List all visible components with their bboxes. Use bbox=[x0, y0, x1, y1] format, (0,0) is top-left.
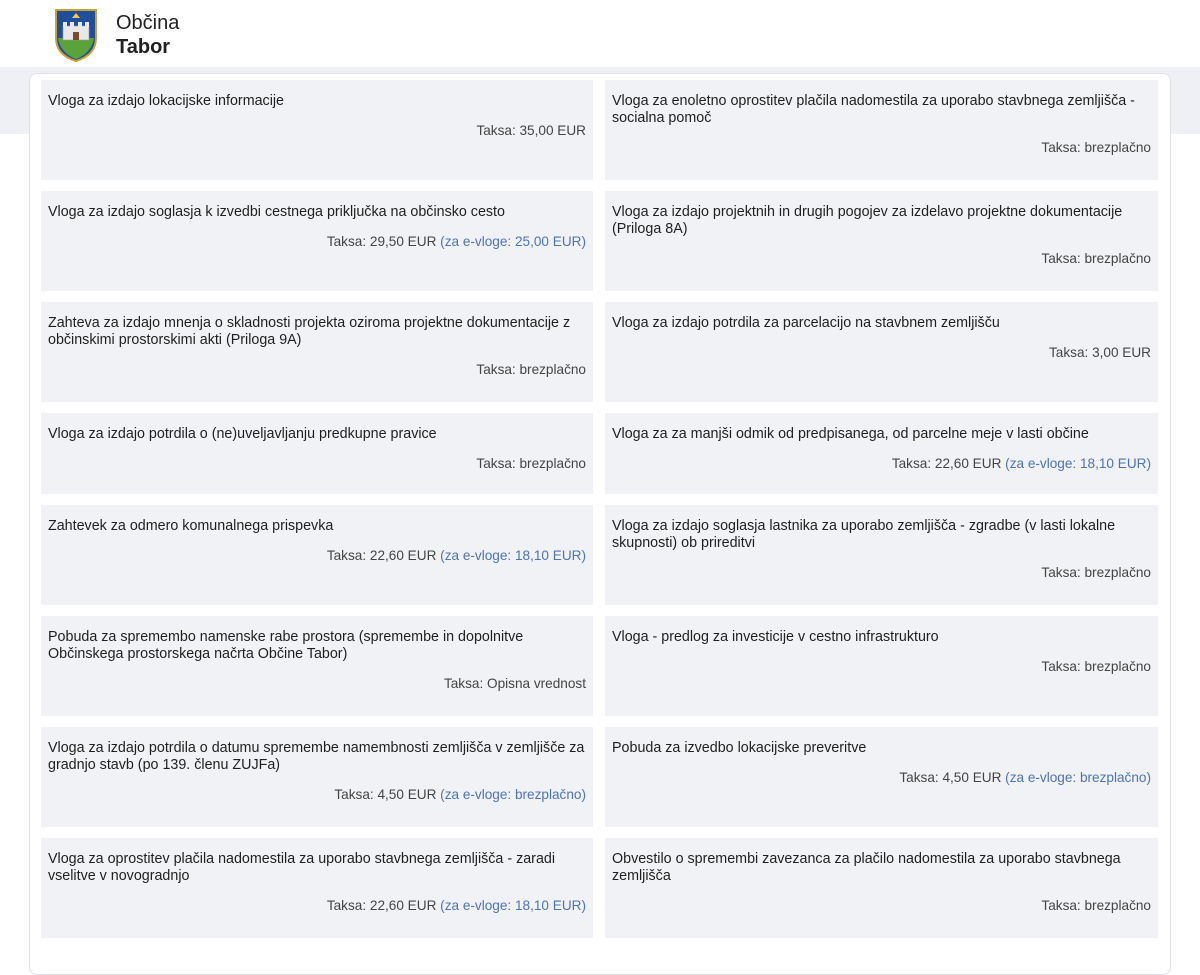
form-title: Vloga za izdajo soglasja k izvedbi cestnega priključka na občinsko cesto bbox=[48, 204, 505, 220]
fee-value: Taksa: 22,60 EUR bbox=[326, 898, 437, 913]
fee-value: Taksa: 29,50 EUR bbox=[326, 234, 437, 249]
form-fee bbox=[48, 123, 586, 138]
form-fee bbox=[612, 456, 1151, 471]
form-card[interactable] bbox=[605, 616, 1158, 716]
fee-value: Taksa: brezplačno bbox=[476, 362, 586, 377]
fee-value: Taksa: brezplačno bbox=[476, 456, 586, 471]
form-fee bbox=[48, 548, 586, 563]
form-card[interactable] bbox=[41, 727, 593, 827]
form-title: Vloga - predlog za investicije v cestno infrastrukturo bbox=[612, 629, 939, 645]
form-fee bbox=[612, 140, 1151, 155]
form-card[interactable] bbox=[605, 838, 1158, 938]
fee-value: Taksa: brezplačno bbox=[1041, 659, 1151, 674]
e-vloge-fee: (za e-vloge: brezplačno) bbox=[440, 787, 586, 802]
form-card[interactable] bbox=[605, 191, 1158, 291]
fee-value: Taksa: brezplačno bbox=[1041, 140, 1151, 155]
form-title: Pobuda za izvedbo lokacijske preveritve bbox=[612, 740, 867, 756]
form-card[interactable] bbox=[605, 505, 1158, 605]
form-card[interactable] bbox=[41, 616, 593, 716]
form-title: Zahteva za izdajo mnenja o skladnosti projekta oziroma projektne dokumentacije z občinskimi prostorskimi akti (Priloga 9A) bbox=[48, 315, 571, 348]
e-vloge-fee: (za e-vloge: 18,10 EUR) bbox=[1005, 456, 1151, 471]
form-card[interactable] bbox=[41, 302, 593, 402]
form-title: Vloga za izdajo lokacijske informacije bbox=[48, 93, 285, 109]
form-fee bbox=[612, 659, 1151, 674]
fee-value: Taksa: brezplačno bbox=[1041, 251, 1151, 266]
form-card[interactable] bbox=[605, 413, 1158, 494]
e-vloge-fee: (za e-vloge: brezplačno) bbox=[1005, 770, 1151, 785]
form-title: Vloga za oprostitev plačila nadomestila za uporabo stavbnega zemljišča - zaradi vselitve v novogradnjo bbox=[48, 851, 556, 884]
fee-value: Taksa: 4,50 EUR bbox=[334, 787, 437, 802]
form-fee bbox=[612, 898, 1151, 913]
municipality-brand[interactable] bbox=[116, 11, 179, 59]
site-header bbox=[0, 0, 1200, 67]
brand-line-2: Tabor bbox=[116, 36, 171, 58]
brand-line-1: Občina bbox=[116, 12, 180, 34]
form-card[interactable] bbox=[41, 191, 593, 291]
form-title: Pobuda za spremembo namenske rabe prostora (spremembe in dopolnitve Občinskega prostorskega načrta Občine Tabor) bbox=[48, 629, 524, 662]
form-card[interactable] bbox=[41, 838, 593, 938]
forms-grid bbox=[41, 80, 1158, 938]
form-title: Vloga za izdajo soglasja lastnika za uporabo zemljišča - zgradbe (v lasti lokalne skupnosti) ob prireditvi bbox=[612, 518, 1116, 551]
form-fee bbox=[612, 565, 1151, 580]
form-fee bbox=[48, 362, 586, 377]
fee-value: Taksa: 3,00 EUR bbox=[1049, 345, 1151, 360]
form-fee bbox=[612, 345, 1151, 360]
form-title: Zahtevek za odmero komunalnega prispevka bbox=[48, 518, 334, 534]
fee-value: Taksa: Opisna vrednost bbox=[443, 676, 586, 691]
fee-value: Taksa: brezplačno bbox=[1041, 565, 1151, 580]
form-title: Vloga za izdajo potrdila o (ne)uveljavljanju predkupne pravice bbox=[48, 426, 437, 442]
form-fee bbox=[48, 676, 586, 691]
form-title: Vloga za izdajo projektnih in drugih pogojev za izdelavo projektne dokumentacije (Priloga 8A) bbox=[612, 204, 1123, 237]
form-title: Vloga za za manjši odmik od predpisanega, od parcelne meje v lasti občine bbox=[612, 426, 1089, 442]
form-fee bbox=[48, 456, 586, 471]
fee-value: Taksa: 22,60 EUR bbox=[891, 456, 1002, 471]
form-card[interactable] bbox=[605, 302, 1158, 402]
form-fee bbox=[48, 898, 586, 913]
form-card[interactable] bbox=[605, 727, 1158, 827]
form-fee bbox=[48, 234, 586, 249]
e-vloge-fee: (za e-vloge: 18,10 EUR) bbox=[440, 548, 586, 563]
form-fee bbox=[612, 770, 1151, 785]
e-vloge-fee: (za e-vloge: 18,10 EUR) bbox=[440, 898, 586, 913]
coat-of-arms-logo[interactable] bbox=[54, 8, 98, 62]
form-card[interactable] bbox=[605, 80, 1158, 180]
form-title: Vloga za enoletno oprostitev plačila nadomestila za uporabo stavbnega zemljišča - socialna pomoč bbox=[612, 93, 1135, 126]
form-card[interactable] bbox=[41, 80, 593, 180]
form-fee bbox=[48, 787, 586, 802]
form-card[interactable] bbox=[41, 413, 593, 494]
e-vloge-fee: (za e-vloge: 25,00 EUR) bbox=[440, 234, 586, 249]
form-title: Obvestilo o spremembi zavezanca za plačilo nadomestila za uporabo stavbnega zemljišča bbox=[612, 851, 1121, 884]
form-card[interactable] bbox=[41, 505, 593, 605]
form-title: Vloga za izdajo potrdila o datumu spremembe namembnosti zemljišča v zemljišče za gradnjo stavb (po 139. členu ZUJFa) bbox=[48, 740, 585, 773]
fee-value: Taksa: 4,50 EUR bbox=[899, 770, 1002, 785]
fee-value: Taksa: brezplačno bbox=[1041, 898, 1151, 913]
form-title: Vloga za izdajo potrdila za parcelacijo na stavbnem zemljišču bbox=[612, 315, 1000, 331]
fee-value: Taksa: 35,00 EUR bbox=[476, 123, 586, 138]
form-fee bbox=[612, 251, 1151, 266]
fee-value: Taksa: 22,60 EUR bbox=[326, 548, 437, 563]
